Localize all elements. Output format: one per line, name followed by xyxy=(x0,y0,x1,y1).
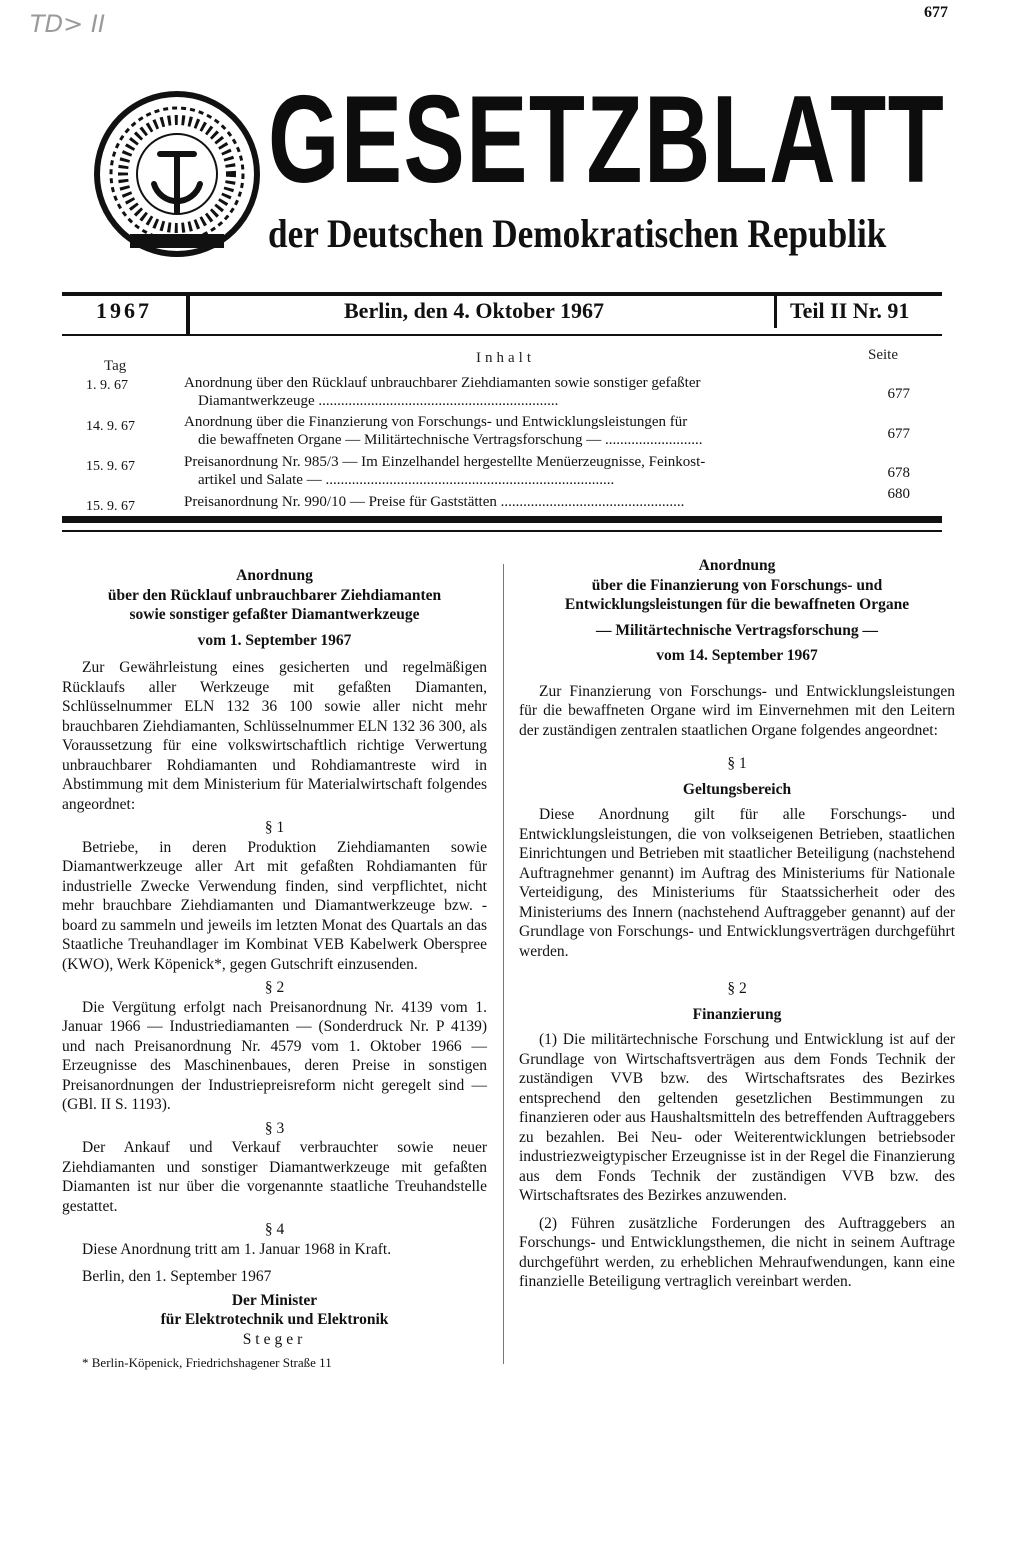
left-preamble: Zur Gewährleistung eines gesicherten und regelmäßigen Rücklaufs aller Werkzeuge mit gefaßten Diamanten, Schlüsselnummer ELN 132 36 100 sowie aller nicht mehr brauchbaren Ziehdiamanten, Schlüsselnummer ELN 132 36 300, als Voraussetzung für eine volkswirtschaftlich richtige Verwertung unbrauchbarer Rohdiamanten und Rohdiamantreste wird in Abstimmung mit dem Ministerium für Materialwirtschaft folgendes angeordnet: xyxy=(62,659,487,813)
toc-date: 15. 9. 67 xyxy=(86,499,135,514)
header-divider xyxy=(774,292,777,328)
left-footnote: * Berlin-Köpenick, Friedrichshagener Straße 11 xyxy=(82,1355,332,1370)
toc-date: 14. 9. 67 xyxy=(86,419,135,434)
left-section-2-text: Die Vergütung erfolgt nach Preisanordnung Nr. 4139 vom 1. Januar 1966 — Industriediamanten — (Sonderdruck Nr. P 4139) und nach Preisanordnung Nr. 4579 vom 1. Oktober 1966 — Erzeugnisse des Maschinenbaues, deren Preise in sonstigen Preisanordnungen der Industriepreisreform nicht geregelt sind — (GBl. II S. 1193). xyxy=(62,998,487,1113)
toc-rule-thick xyxy=(62,516,942,523)
left-sign-place: Berlin, den 1. September 1967 xyxy=(82,1268,272,1285)
header-rule-top xyxy=(62,292,942,296)
left-section-2: § 2 xyxy=(264,979,285,996)
toc-header-title: Inhalt xyxy=(476,350,535,366)
left-sign-title: Der Minister xyxy=(231,1291,318,1309)
right-heading: Anordnung über die Finanzierung von Forschungs- und Entwicklungsleistungen für die bewaffneten Organe xyxy=(564,557,910,613)
right-preamble: Zur Finanzierung von Forschungs- und Entwicklungsleistungen für die bewaffneten Organe wird im Einvernehmen mit den Leitern der zuständigen zentralen staatlichen Organe folgendes angeordnet: xyxy=(519,682,955,739)
toc-page: 677 xyxy=(887,426,910,442)
masthead-subtitle: der Deutschen Demokratischen Republik xyxy=(268,211,887,256)
header-year: 1967 xyxy=(96,298,152,323)
page-number: 677 xyxy=(924,4,948,21)
right-section-2-p2: (2) Führen zusätzliche Forderungen des Auftraggebers an Forschungs- und Entwicklungsthemen, die nicht in seinem Auftrage durchgeführt werden, zu erheblichen Mehraufwendungen, kann eine finanzielle Beteiligung vertraglich vereinbart werden. xyxy=(519,1214,955,1290)
toc-date: 1. 9. 67 xyxy=(86,378,128,393)
gdr-state-emblem-icon xyxy=(92,84,262,264)
left-sign-title: für Elektrotechnik und Elektronik xyxy=(160,1311,389,1328)
right-section-2: § 2 xyxy=(727,980,747,997)
right-section-2-title: Finanzierung xyxy=(692,1005,782,1023)
right-article xyxy=(519,556,955,1296)
toc-page: 678 xyxy=(887,465,910,481)
toc-header-date: Tag xyxy=(104,358,127,374)
left-date: vom 1. September 1967 xyxy=(197,631,352,649)
right-section-1: § 1 xyxy=(727,755,747,772)
toc-rule-thin xyxy=(62,530,942,532)
right-section-1-title: Geltungsbereich xyxy=(682,780,792,798)
left-section-4: § 4 xyxy=(264,1221,285,1238)
left-section-3: § 3 xyxy=(264,1119,285,1137)
header-divider xyxy=(186,292,190,336)
right-section-1-text: Diese Anordnung gilt für alle Forschungs- und Entwicklungsleistungen, die von volkseigenen Betrieben, staatlichen Einrichtungen und Betrieben mit staatlicher Beteiligung (nachstehend Auftragnehmer genannt) im Auftrag des Ministeriums für Nationale Verteidigung, des Ministeriums für Staatssicherheit oder des Ministeriums des Innern (nachstehend Auftraggeber genannt) auf der Grundlage von Forschungs- und Entwicklungsverträgen durchgeführt werden. xyxy=(519,806,955,960)
header-part-number: Teil II Nr. 91 xyxy=(790,298,910,323)
toc-entry: Anordnung über den Rücklauf unbrauchbarer Ziehdiamanten sowie sonstiger gefaßter Diamantwerkzeuge ................................................................ xyxy=(184,375,701,409)
toc-page: 680 xyxy=(887,486,910,502)
left-heading: Anordnung über den Rücklauf unbrauchbarer Ziehdiamanten sowie sonstiger gefaßter Diamantwerkzeuge xyxy=(107,567,442,623)
handwritten-note: TD> II xyxy=(30,10,106,38)
right-section-2-p1: (1) Die militärtechnische Forschung und Entwicklung ist auf der Grundlage von Wirtschaftsverträgen aus dem Fonds Technik der zuständigen VVB bzw. des Wirtschaftsrates des Bezirkes entsprechend den geltenden gesetzlichen Bestimmungen zu finanzieren oder aus Haushaltsmitteln des betreffenden Auftraggebers zu bezahlen. Bei Neu- oder Weiterentwicklungen betriebsoder industriezweigtypischer Erzeugnisse ist in der Regel die Finanzierung aus dem Fonds Technik der zuständigen VVB bzw. des Wirtschaftsrates des Bezirkes anzuwenden. xyxy=(519,1031,955,1204)
right-subheading: — Militärtechnische Vertragsforschung — xyxy=(596,621,878,639)
left-section-3-text: Der Ankauf und Verkauf verbrauchter sowie neuer Ziehdiamanten und sonstiger Diamantwerkzeuge mit gefaßten Diamanten ist nur über die vorgenannte staatliche Treuhandstelle gestattet. xyxy=(62,1139,487,1215)
column-divider xyxy=(503,564,504,1364)
toc-page: 677 xyxy=(887,386,910,402)
toc-date: 15. 9. 67 xyxy=(86,459,135,474)
left-section-4-text: Diese Anordnung tritt am 1. Januar 1968 in Kraft. xyxy=(82,1240,392,1258)
left-sign-name: Steger xyxy=(242,1330,307,1348)
toc-header-page: Seite xyxy=(868,347,898,363)
header-place-date: Berlin, den 4. Oktober 1967 xyxy=(344,298,604,323)
left-section-1: § 1 xyxy=(264,819,285,836)
toc-entry: Preisanordnung Nr. 985/3 — Im Einzelhandel hergestellte Menüerzeugnisse, Feinkost- artikel und Salate — ............................................................................. xyxy=(184,454,706,488)
left-article xyxy=(62,566,487,1373)
left-section-1-text: Betriebe, in deren Produktion Ziehdiamanten sowie Diamantwerkzeuge aller Art mit gefaßten Rohdiamanten für industrielle Zwecke Verwendung finden, sind verpflichtet, nicht mehr brauchbare Ziehdiamanten und Diamantwerkzeuge bzw. -board zu sammeln und jeweils im letzten Monat des Quartals an das Staatliche Treuhandlager im Kombinat VEB Kabelwerk Oberspree (KWO), Werk Köpenick*, gegen Gutschrift einzusenden. xyxy=(62,838,487,973)
header-rule-bottom xyxy=(62,334,942,336)
masthead-title: GESETZBLATT xyxy=(268,71,946,209)
toc-entry: Preisanordnung Nr. 990/10 — Preise für Gaststätten ................................................. xyxy=(184,494,685,510)
right-date: vom 14. September 1967 xyxy=(656,647,818,664)
toc-entry: Anordnung über die Finanzierung von Forschungs- und Entwicklungsleistungen für die bewaffneten Organe — Militärtechnische Vertragsforschung — .......................... xyxy=(184,414,703,448)
